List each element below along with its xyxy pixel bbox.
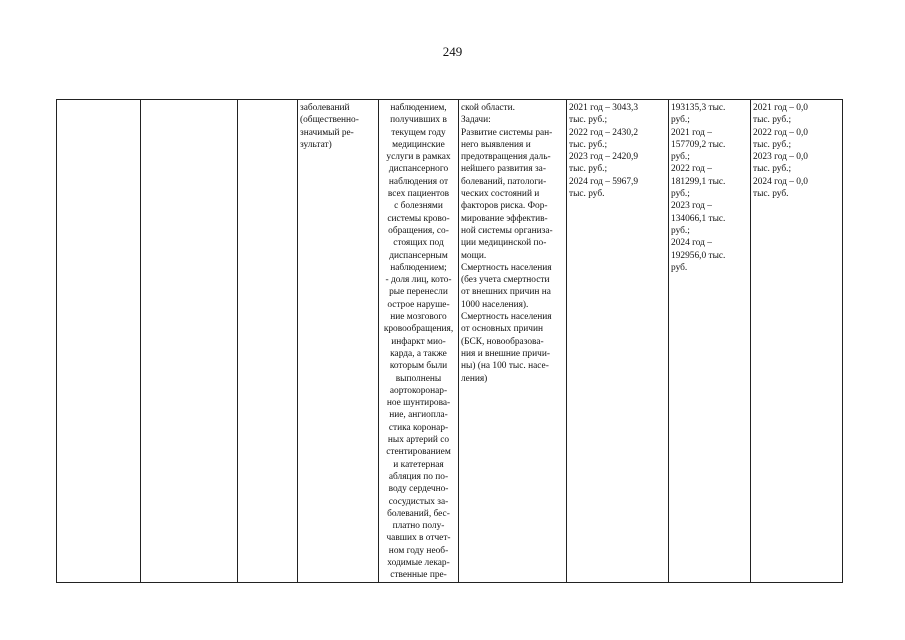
table-cell-col3 <box>238 100 298 583</box>
table-cell-funding-regional: 2021 год – 3043,3 тыс. руб.; 2022 год – 2430,2 тыс. руб.; 2023 год – 2420,9 тыс. руб.; 2024 год – 5967,9 тыс. руб. <box>567 100 669 583</box>
program-table <box>56 99 843 583</box>
page-number: 249 <box>442 44 463 59</box>
table-cell-indicator-type: заболеваний (общественно- значимый ре- зультат) <box>298 100 379 583</box>
table-cell-funding-other: 2021 год – 0,0 тыс. руб.; 2022 год – 0,0 тыс. руб.; 2023 год – 0,0 тыс. руб.; 2024 год – 0,0 тыс. руб. <box>751 100 843 583</box>
table-cell-funding-federal: 193135,3 тыс. руб.; 2021 год – 157709,2 тыс. руб.; 2022 год – 181299,1 тыс. руб.; 2023 год – 134066,1 тыс. руб.; 2024 год – 192956,0 тыс. руб. <box>669 100 751 583</box>
table-cell-indicator-description: наблюдением, получивших в текущем году медицинские услуги в рамках диспансерного наблюдения от всех пациентов с болезнями системы крово- обращения, со- стоящих под диспансерным наблюдением; - доля лиц, кото- рые перенесли острое наруше- ние мозгового кровообращения, инфаркт мио- карда, а также которым были выполнены аортокоронар- ное шунтирова- ние, ангиопла- стика коронар- ных артерий со стентированием и катетерная абляция по по- воду сердечно- сосудистых за- болеваний, бес- платно полу- чавших в отчет- ном году необ- ходимые лекар- ственные пре- <box>379 100 459 583</box>
table-cell-col2 <box>141 100 238 583</box>
table-row <box>57 100 843 583</box>
table-cell-col1 <box>57 100 141 583</box>
table-cell-tasks: ской области. Задачи: Развитие системы ран- него выявления и предотвращения даль- нейшего развития за- болеваний, патологи- ческих состояний и факторов риска. Фор- мирование эффектив- ной системы организа- ции медицинской по- мощи. Смертность населения (без учета смертности от внешних причин на 1000 населения). Смертность населения от основных причин (БСК, новообразова- ния и внешние причи- ны) (на 100 тыс. насе- ления) <box>459 100 567 583</box>
